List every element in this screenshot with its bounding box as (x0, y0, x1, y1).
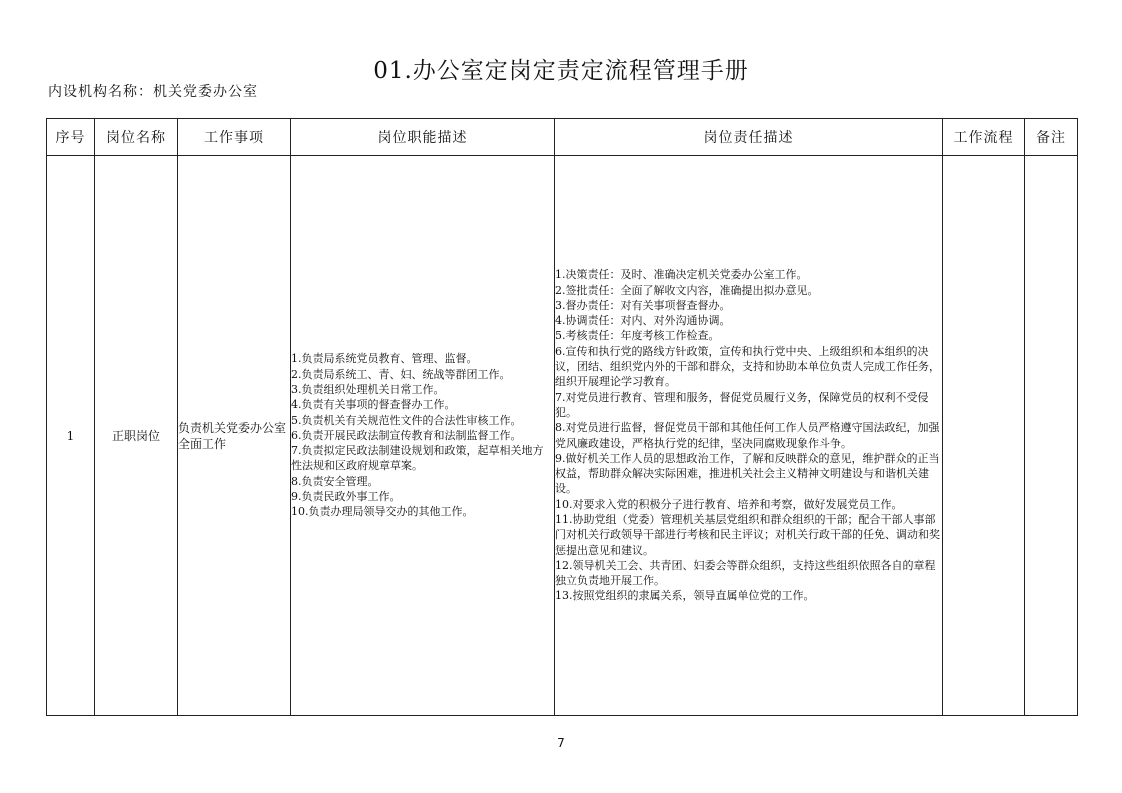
duty-item: 6.宣传和执行党的路线方针政策，宣传和执行党中央、上级组织和本组织的决议，团结、组织党内外的干部和群众，支持和协助本单位负责人完成工作任务，组织开展理论学习教育。 (555, 344, 940, 389)
duty-item: 8.对党员进行监督，督促党员干部和其他任何工作人员严格遵守国法政纪，加强党风廉政建设，严格执行党的纪律，坚决同腐败现象作斗争。 (555, 421, 940, 450)
header-function: 岗位职能描述 (291, 119, 555, 156)
cell-seq: 1 (47, 156, 95, 716)
document-title: 01.办公室定岗定责定流程管理手册 (373, 58, 749, 84)
function-item: 3.负责组织处理机关日常工作。 (291, 382, 445, 396)
duty-item: 12.领导机关工会、共青团、妇委会等群众组织，支持这些组织依照各自的章程独立负责地开展工作。 (555, 558, 936, 588)
function-item: 7.负责拟定民政法制建设规划和政策，起草相关地方性法规和区政府规章草案。 (291, 444, 544, 473)
cell-functions (291, 156, 555, 716)
function-item: 6.负责开展民政法制宣传教育和法制监督工作。 (291, 428, 522, 442)
function-item: 4.负责有关事项的督查督办工作。 (291, 398, 456, 412)
header-seq: 序号 (47, 119, 95, 156)
header-post: 岗位名称 (95, 119, 178, 156)
header-remark: 备注 (1025, 119, 1078, 156)
page-number: 7 (557, 736, 565, 750)
cell-remark (1025, 156, 1078, 716)
header-flow: 工作流程 (943, 119, 1025, 156)
table-header-row (47, 119, 1078, 156)
duty-item: 11.协助党组（党委）管理机关基层党组织和群众组织的干部；配合干部人事部门对机关行政领导干部进行考核和民主评议；对机关行政干部的任免、调动和奖惩提出意见和建议。 (555, 512, 940, 557)
duty-item: 4.协调责任：对内、对外沟通协调。 (555, 314, 731, 328)
header-duty: 岗位责任描述 (555, 119, 943, 156)
duty-item: 5.考核责任：年度考核工作检查。 (555, 329, 720, 343)
duty-item: 1.决策责任：及时、准确决定机关党委办公室工作。 (555, 268, 808, 282)
function-item: 9.负责民政外事工作。 (291, 490, 401, 504)
function-item: 8.负责安全管理。 (291, 474, 379, 488)
duty-item: 13.按照党组织的隶属关系，领导直属单位党的工作。 (555, 589, 815, 603)
table-row (47, 156, 1078, 716)
duty-item: 3.督办责任：对有关事项督查督办。 (555, 298, 731, 312)
cell-task: 负责机关党委办公室全面工作 (178, 156, 291, 716)
function-item: 1.负责局系统党员教育、管理、监督。 (291, 352, 478, 366)
duty-item: 2.签批责任：全面了解收文内容，准确提出拟办意见。 (555, 283, 819, 297)
duty-item: 10.对要求入党的积极分子进行教育、培养和考察，做好发展党员工作。 (555, 497, 903, 511)
header-task: 工作事项 (178, 119, 291, 156)
cell-post: 正职岗位 (95, 156, 178, 716)
duty-item: 7.对党员进行教育、管理和服务，督促党员履行义务，保障党员的权利不受侵犯。 (555, 390, 929, 419)
post-responsibility-table (46, 118, 1078, 716)
org-name-line: 内设机构名称：机关党委办公室 (48, 84, 258, 100)
cell-duties (555, 156, 943, 716)
function-item: 2.负责局系统工、青、妇、统战等群团工作。 (291, 367, 511, 381)
function-item: 10.负责办理局领导交办的其他工作。 (291, 505, 474, 519)
duty-item: 9.做好机关工作人员的思想政治工作，了解和反映群众的意见，维护群众的正当权益，帮助群众解决实际困难，推进机关社会主义精神文明建设与和谐机关建设。 (555, 451, 940, 496)
function-item: 5.负责机关有关规范性文件的合法性审核工作。 (291, 413, 522, 427)
cell-flow (943, 156, 1025, 716)
